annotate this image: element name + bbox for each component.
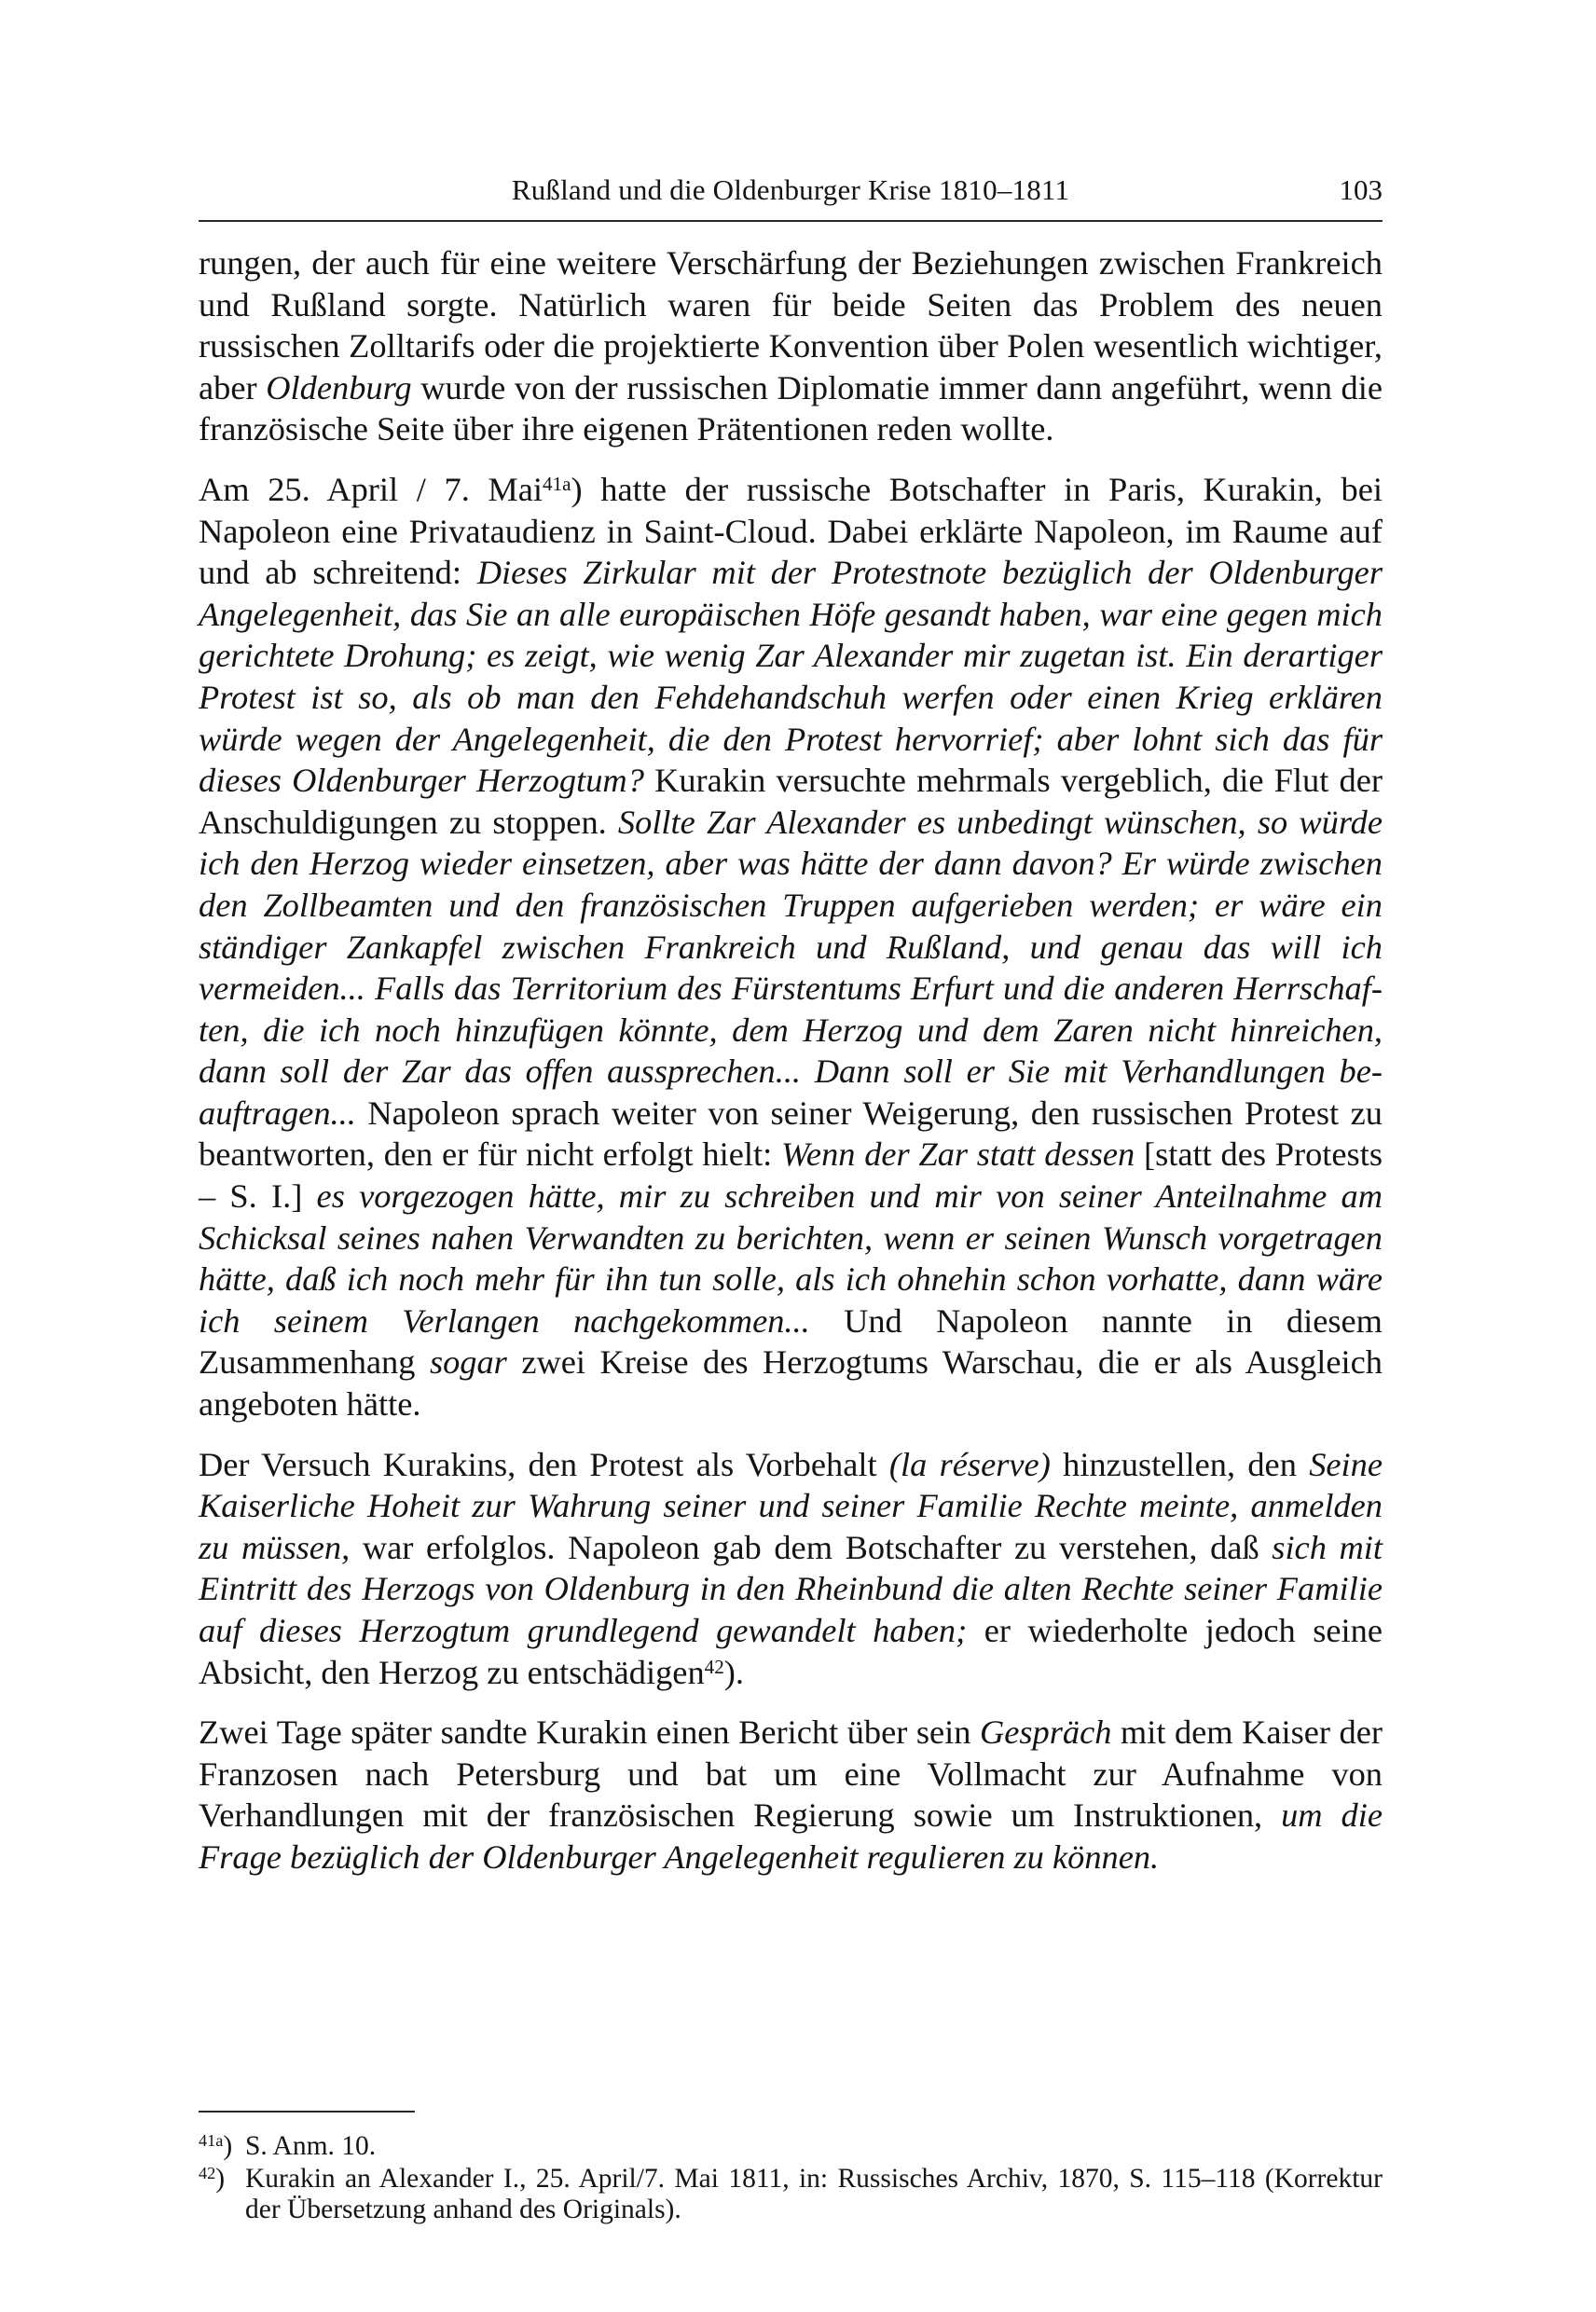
italic-quotation: Seine Kaiserliche Hoheit zur Wahrung seiner und seiner Familie Rechte meinte, anmelden zu müssen, bbox=[199, 1445, 1383, 1566]
page-number: 103 bbox=[1339, 173, 1383, 206]
text-run: ). bbox=[723, 1653, 744, 1691]
text-run: Zwei Tage später sandte Kurakin einen Bericht über sein bbox=[199, 1713, 980, 1752]
footnotes bbox=[199, 2131, 1383, 2227]
header-rule bbox=[199, 220, 1383, 222]
text-run: Kurakin versuchte mehrmals vergeblich, die Flut der Anschuldigungen zu stoppen. bbox=[199, 762, 1383, 841]
footnote-number: 42 bbox=[199, 2163, 216, 2182]
footnote-rule bbox=[199, 2111, 415, 2112]
text-run: [statt des Protests – S. I.] bbox=[199, 1135, 1383, 1216]
footnote bbox=[199, 2164, 1383, 2225]
footnote-mark bbox=[199, 2164, 245, 2225]
italic-quotation: Oldenburg bbox=[266, 368, 412, 406]
italic-quotation: (la réserve) bbox=[888, 1445, 1051, 1483]
footnote bbox=[199, 2131, 1383, 2162]
running-header bbox=[199, 172, 1383, 214]
italic-quotation: Gespräch bbox=[979, 1713, 1112, 1752]
text-run: er wiederholte jedoch seine Absicht, den Herzog zu entschädigen bbox=[199, 1612, 1383, 1691]
footnote-text: S. Anm. 10. bbox=[245, 2131, 377, 2161]
footnote-mark-suffix: ) bbox=[215, 2164, 226, 2194]
text-run: war erfolglos. Napoleon gab dem Botschafter zu verstehen, daß bbox=[350, 1528, 1273, 1566]
text-run: Napoleon sprach weiter von seiner Weigerung, den russischen Protest zu beantworten, den er für nicht erfolgt hielt: bbox=[199, 1094, 1383, 1174]
italic-quotation: es vorgezogen hätte, mir zu schreiben und mir von seiner Anteilnahme am Schicksal seines nahen Verwandten zu berichten, wenn er seinen Wunsch vorgetragen hätte, daß ich noch mehr für ihn tun solle, als ich ohnehin schon vorhatte, dann wäre ich seinem Verlangen nachgekommen... bbox=[199, 1177, 1383, 1340]
text-run: Und Napoleon nannte in diesem Zusammenhang bbox=[199, 1301, 1383, 1382]
footnote-reference: 42 bbox=[704, 1656, 724, 1679]
paragraph bbox=[199, 469, 1383, 1425]
main-text bbox=[199, 242, 1383, 1878]
running-title: Rußland und die Oldenburger Krise 1810–1811 bbox=[511, 173, 1070, 206]
italic-quotation: sich mit Eintritt des Herzogs von Oldenburg in den Rheinbund die alten Rechte seiner Familie auf dieses Herzogtum grundlegend gewandelt haben; bbox=[199, 1528, 1383, 1649]
footnote-number: 41a bbox=[199, 2130, 224, 2150]
text-run: zwei Kreise des Herzogtums Warschau, die er als Ausgleich angeboten hätte. bbox=[199, 1343, 1383, 1424]
text-run: Der Versuch Kurakins, den Protest als Vorbehalt bbox=[199, 1445, 889, 1483]
footnote-mark-suffix: ) bbox=[223, 2131, 233, 2161]
paragraph bbox=[199, 1712, 1383, 1878]
text-run: Am 25. April / 7. Mai bbox=[199, 470, 543, 508]
paragraph bbox=[199, 1444, 1383, 1694]
text-run: wurde von der russischen Diplomatie immer dann angeführt, wenn die französische Seite über ihre eigenen Prätentionen reden wollte. bbox=[199, 368, 1383, 448]
paragraph bbox=[199, 242, 1383, 450]
text-run: mit dem Kaiser der Franzosen nach Petersburg und bat um eine Vollmacht zur Aufnahme von Verhandlungen mit der französischen Regierung sowie um Instruktionen, bbox=[199, 1713, 1383, 1835]
italic-quotation: Wenn der Zar statt dessen bbox=[780, 1135, 1135, 1174]
italic-quotation: sogar bbox=[429, 1343, 507, 1382]
italic-quotation: um die Frage bezüglich der Oldenburger Angelegenheit regulieren zu können. bbox=[199, 1796, 1383, 1876]
footnote-reference: 41a bbox=[543, 473, 571, 496]
text-run: ) hatte der russische Botschafter in Paris, Kurakin, bei Napoleon eine Privataudienz in Saint-Cloud. Dabei erklärte Napoleon, im Raume auf und ab schreitend: bbox=[199, 470, 1383, 592]
italic-quotation: Sollte Zar Alexander es unbedingt wünschen, so würde ich den Herzog wieder einsetzen, aber was hätte der dann davon? Er würde zwischen den Zollbeamten und den französischen Truppen aufgerieben werden; er wäre ein ständiger Zankapfel zwischen Frankreich und Rußland, und genau das will ich vermeiden... Falls das Territorium des Fürstentums Erfurt und die anderen Herrschaften, die ich noch hinzufügen könnte, dem Herzog und dem Zaren nicht hinreichen, dann soll der Zar das offen aussprechen... Dann soll er Sie mit Verhandlungen beauftragen... bbox=[199, 803, 1383, 1132]
italic-quotation: Dieses Zirkular mit der Protestnote bezüglich der Oldenburger Angelegenheit, das Sie an alle europäischen Höfe gesandt haben, war eine gegen mich gerichtete Drohung; es zeigt, wie wenig Zar Alexander mir zugetan ist. Ein derartiger Protest ist so, als ob man den Fehdehandschuh werfen oder einen Krieg erklären würde wegen der Angelegenheit, die den Protest hervorrief; aber lohnt sich das für dieses Oldenburger Herzogtum? bbox=[199, 554, 1383, 800]
footnote-mark bbox=[199, 2131, 245, 2162]
text-run: hinzustellen, den bbox=[1050, 1445, 1310, 1483]
text-run: rungen, der auch für eine weitere Verschärfung der Beziehungen zwischen Frankreich und Rußland sorgte. Natürlich waren für beide Seiten das Problem des neuen russischen Zolltarifs oder die projektierte Konvention über Polen wesentlich wichtiger, aber bbox=[199, 244, 1383, 406]
footnote-text: Kurakin an Alexander I., 25. April/7. Mai 1811, in: Russisches Archiv, 1870, S. 115–118 (Korrektur der Übersetzung anhand des Originals). bbox=[245, 2164, 1383, 2224]
